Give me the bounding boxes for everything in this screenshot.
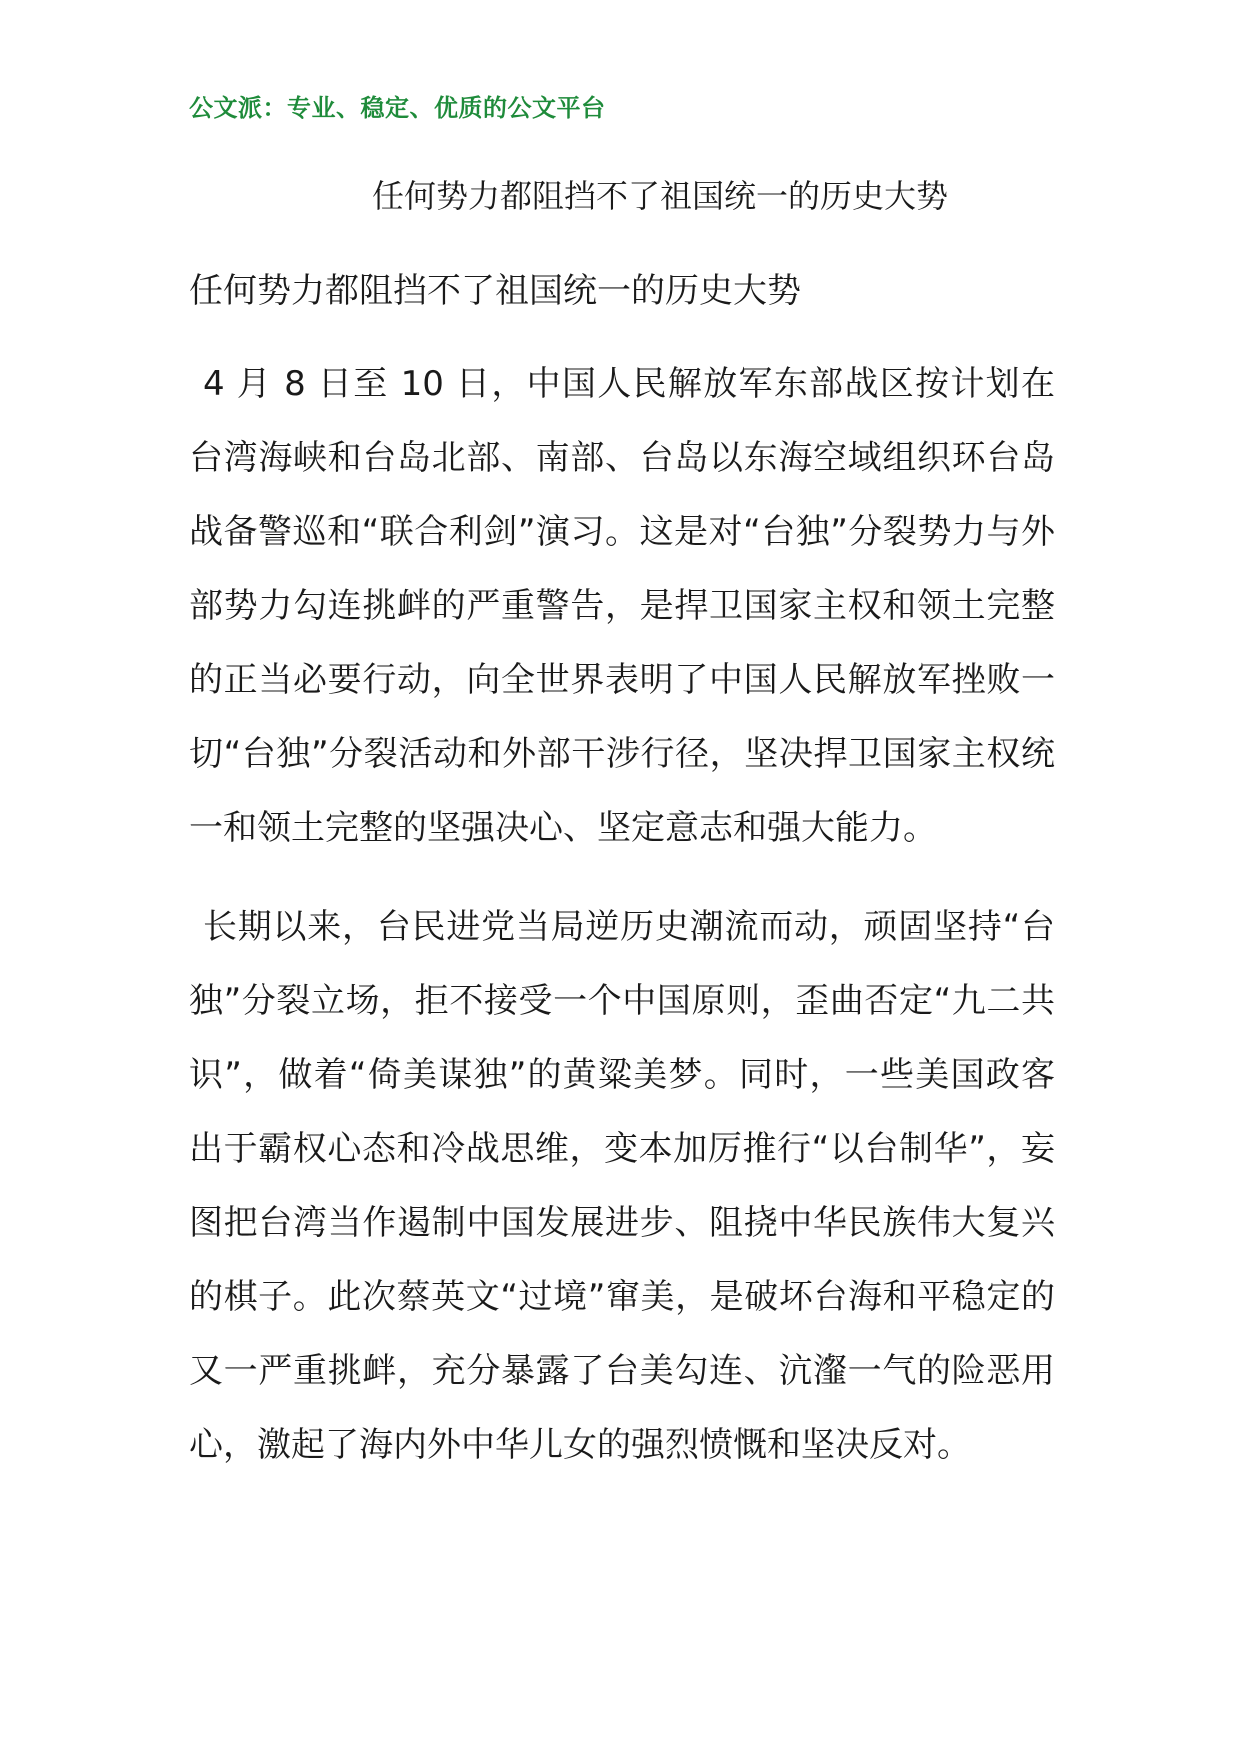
body-paragraph-1: 4 月 8 日至 10 日，中国人民解放军东部战区按计划在台湾海峡和台岛北部、南部、台岛以东海空域组织环台岛战备警巡和“联合利剑”演习。这是对“台独”分裂势力与外部势力勾连挑衅的严重警告，是捍卫国家主权和领土完整的正当必要行动，向全世界表明了中国人民解放军挫败一切“台独”分裂活动和外部干涉行径，坚决捍卫国家主权统一和领土完整的坚强决心、坚定意志和强大能力。 — [189, 364, 1055, 848]
document-subtitle: 任何势力都阻挡不了祖国统一的历史大势 — [189, 271, 801, 311]
header-tagline: 公文派：专业、稳定、优质的公文平台 — [189, 93, 606, 122]
body-paragraph-2: 长期以来，台民进党当局逆历史潮流而动，顽固坚持“台独”分裂立场，拒不接受一个中国原则，歪曲否定“九二共识”，做着“倚美谋独”的黄粱美梦。同时，一些美国政客出于霸权心态和冷战思维，变本加厉推行“以台制华”，妄图把台湾当作遏制中国发展进步、阻挠中华民族伟大复兴的棋子。此次蔡英文“过境”窜美，是破坏台海和平稳定的又一严重挑衅，充分暴露了台美勾连、沆瀣一气的险恶用心，激起了海内外中华儿女的强烈愤慨和坚决反对。 — [189, 907, 1055, 1465]
document-title: 任何势力都阻挡不了祖国统一的历史大势 — [371, 177, 948, 215]
